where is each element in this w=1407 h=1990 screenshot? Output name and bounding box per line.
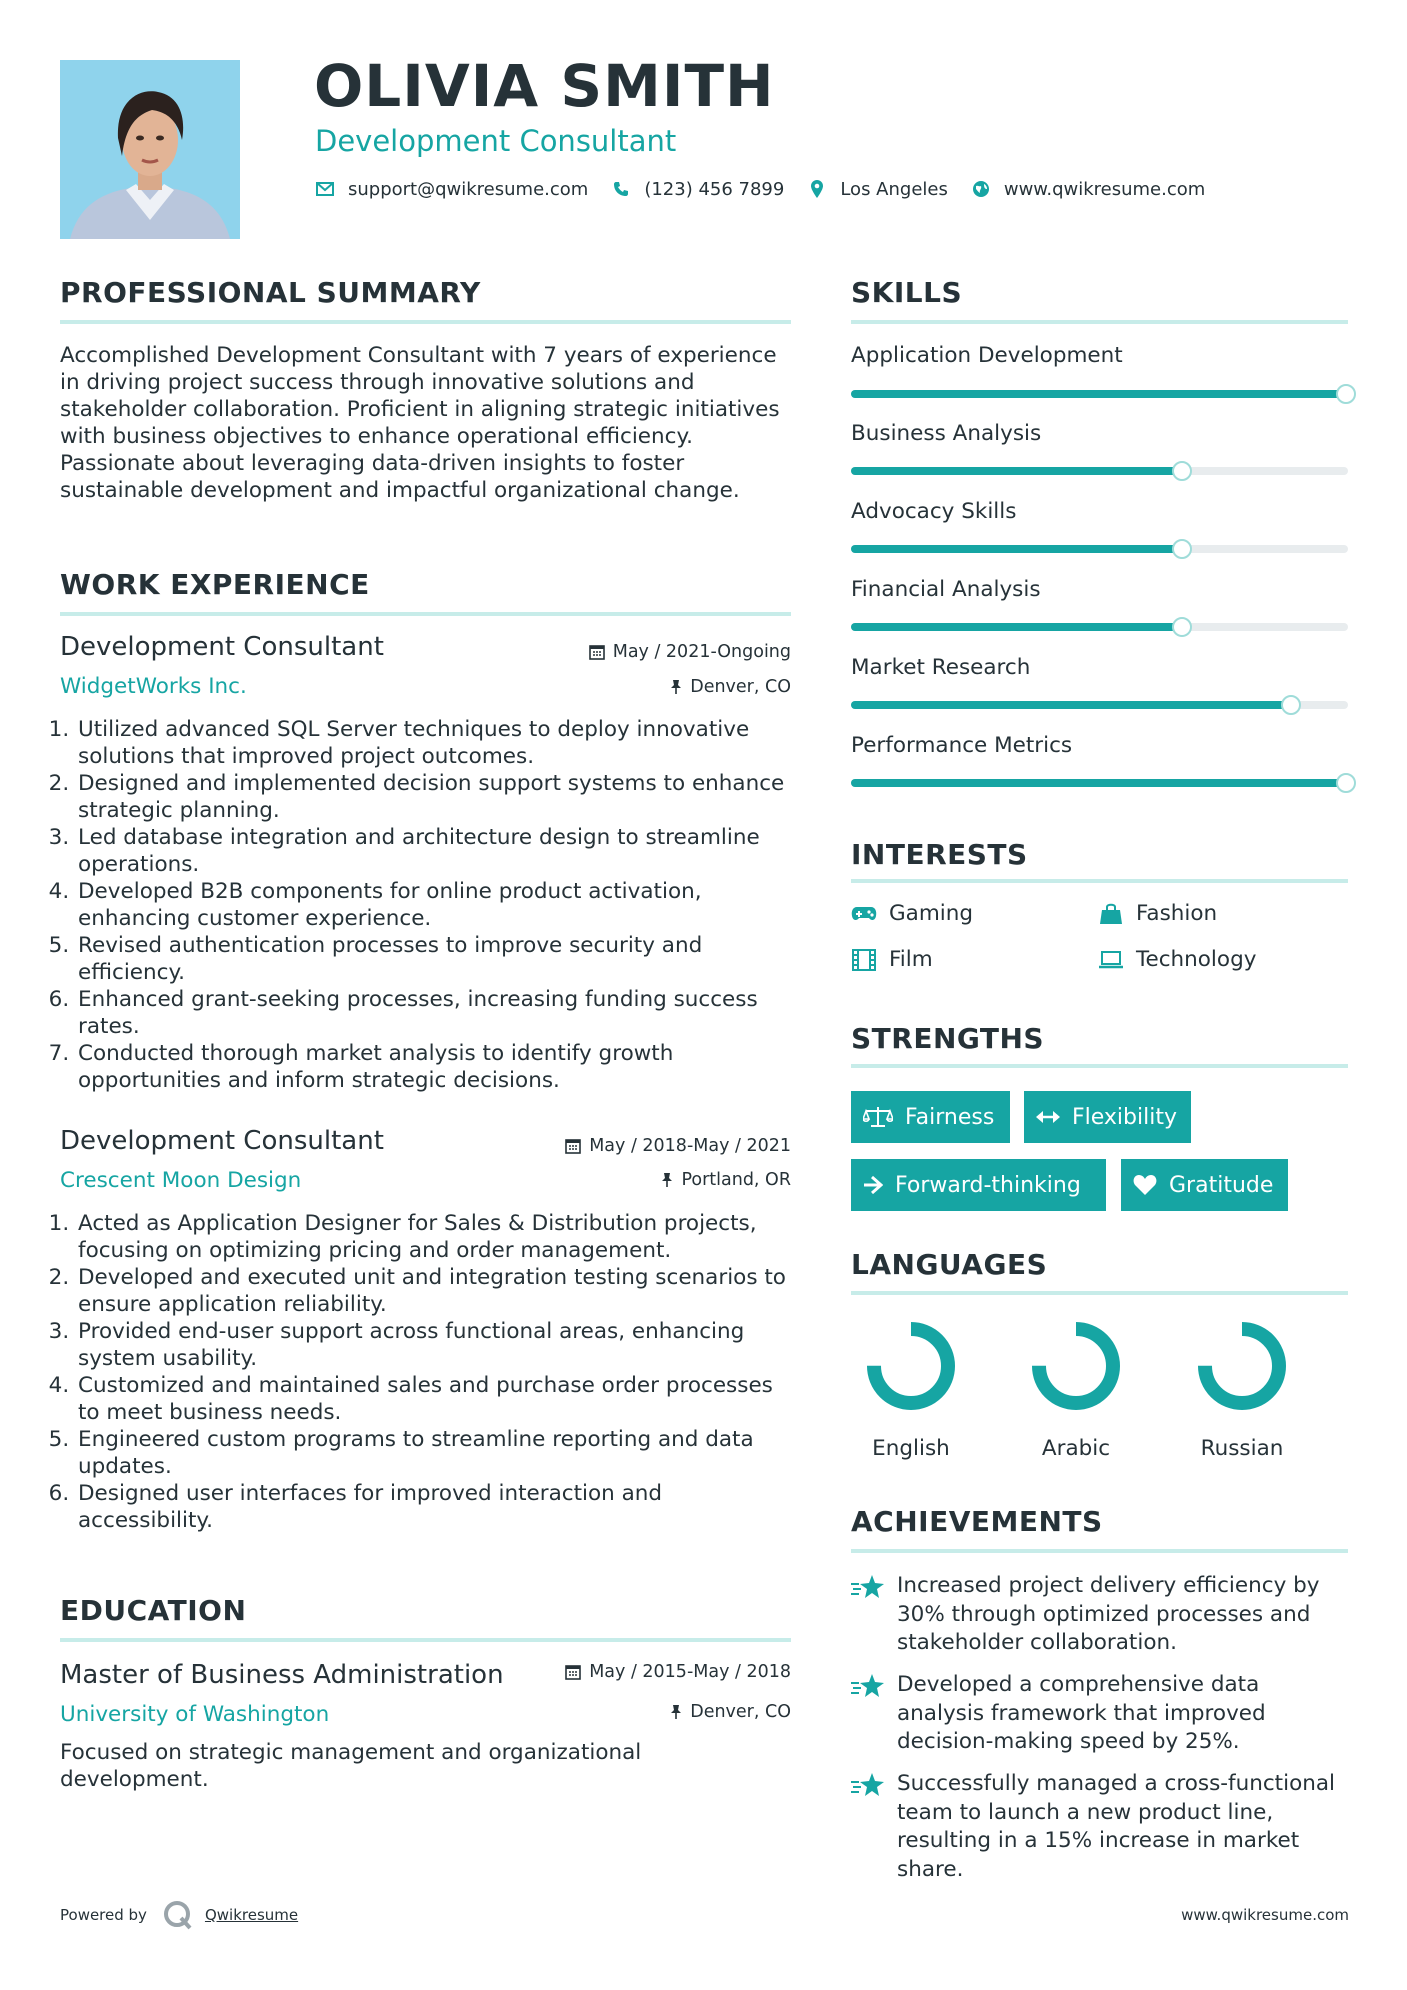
education-location	[670, 1702, 791, 1722]
list-item: 4. Developed B2B components for online product activation, enhancing customer experience.	[76, 878, 794, 932]
laptop-icon	[1098, 951, 1124, 969]
list-item: 2. Developed and executed unit and integration testing scenarios to ensure application reliability.	[76, 1264, 794, 1318]
shooting-star-icon	[851, 1770, 885, 1884]
job-location	[670, 677, 791, 697]
interest-item	[851, 901, 973, 926]
school-name: University of Washington	[60, 1702, 330, 1727]
strength-label: Gratitude	[1169, 1172, 1274, 1198]
skill-bar	[851, 701, 1348, 709]
language-gauge	[1194, 1318, 1290, 1414]
strength-chip	[1121, 1159, 1288, 1211]
interests-heading: INTERESTS	[851, 838, 1028, 871]
language-item	[1006, 1318, 1146, 1461]
strength-label: Flexibility	[1072, 1104, 1177, 1130]
calendar-icon	[565, 1138, 581, 1154]
interest-item	[1098, 947, 1256, 972]
interest-label: Fashion	[1136, 901, 1218, 926]
candidate-name: OLIVIA SMITH	[314, 52, 775, 120]
list-item: 2. Designed and implemented decision support systems to enhance strategic planning.	[76, 770, 794, 824]
strength-chip	[1024, 1091, 1191, 1143]
achievement-item	[851, 1671, 1348, 1757]
language-gauge	[1028, 1318, 1124, 1414]
language-label: Russian	[1200, 1436, 1284, 1461]
phone-text: (123) 456 7899	[644, 178, 785, 200]
skill-fill	[851, 545, 1184, 553]
achievements-rule	[851, 1549, 1348, 1553]
job-title: Development Consultant	[60, 632, 384, 662]
skill-bar	[851, 390, 1348, 398]
skill-knob	[1172, 539, 1192, 559]
interest-item	[851, 947, 933, 972]
footer-powered-by	[60, 1898, 298, 1932]
phone-icon	[610, 178, 632, 200]
pushpin-icon	[670, 1704, 682, 1720]
film-icon	[851, 949, 877, 971]
summary-rule	[60, 320, 791, 324]
contact-phone[interactable]	[610, 178, 784, 200]
map-pin-icon	[806, 178, 828, 200]
interest-item	[1098, 901, 1217, 926]
education-dates-text: May / 2015-May / 2018	[589, 1662, 791, 1682]
powered-by-text: Powered by	[60, 1906, 147, 1924]
contact-location	[806, 178, 948, 200]
achievement-text: Developed a comprehensive data analysis framework that improved decision-making speed by 25%.	[897, 1672, 1266, 1754]
skill-label: Market Research	[851, 655, 1031, 680]
achievement-text: Successfully managed a cross-functional team to launch a new product line, resulting in a 15% increase in market share.	[897, 1771, 1336, 1882]
strength-label: Fairness	[905, 1104, 995, 1130]
experience-rule	[60, 612, 791, 616]
pushpin-icon	[661, 1172, 673, 1188]
skill-label: Application Development	[851, 343, 1123, 368]
education-description: Focused on strategic management and organizational development.	[60, 1740, 642, 1792]
strengths-heading: STRENGTHS	[851, 1022, 1045, 1055]
interest-label: Film	[889, 947, 933, 972]
contact-bar	[314, 178, 1227, 200]
qwikresume-logo-icon	[161, 1898, 195, 1932]
language-gauge-arc	[874, 1329, 948, 1403]
skill-bar	[851, 467, 1348, 475]
balance-scale-icon	[863, 1106, 893, 1128]
job-location-text: Portland, OR	[681, 1170, 791, 1190]
skill-fill	[851, 467, 1184, 475]
skill-fill	[851, 623, 1184, 631]
language-label: Arabic	[1041, 1436, 1111, 1461]
job-title: Development Consultant	[60, 1126, 384, 1156]
skill-bar	[851, 623, 1348, 631]
footer-website[interactable]: www.qwikresume.com	[1181, 1906, 1349, 1924]
achievement-item	[851, 1770, 1348, 1884]
strengths-rule	[851, 1064, 1348, 1068]
list-item: 3. Provided end-user support across functional areas, enhancing system usability.	[76, 1318, 794, 1372]
skill-knob	[1281, 695, 1301, 715]
skill-knob	[1336, 384, 1356, 404]
language-item	[1172, 1318, 1312, 1461]
skill-fill	[851, 779, 1348, 787]
skill-fill	[851, 701, 1293, 709]
skill-label: Performance Metrics	[851, 733, 1073, 758]
summary-heading: PROFESSIONAL SUMMARY	[60, 276, 481, 309]
language-item	[841, 1318, 981, 1461]
calendar-icon	[589, 644, 605, 660]
skill-label: Financial Analysis	[851, 577, 1041, 602]
list-item: 5. Engineered custom programs to streamline reporting and data updates.	[76, 1426, 794, 1480]
gamepad-icon	[851, 906, 877, 922]
achievement-text: Increased project delivery efficiency by 30% through optimized processes and stakeholder collaboration.	[897, 1573, 1320, 1655]
job-dates	[565, 1136, 791, 1156]
location-text: Los Angeles	[840, 178, 948, 200]
education-heading: EDUCATION	[60, 1594, 247, 1627]
list-item: 1. Acted as Application Designer for Sales & Distribution projects, focusing on optimizing pricing and order management.	[76, 1210, 794, 1264]
language-label: English	[872, 1436, 950, 1461]
shooting-star-icon	[851, 1572, 885, 1658]
skill-label: Business Analysis	[851, 421, 1042, 446]
heart-icon	[1133, 1174, 1157, 1196]
contact-email[interactable]	[314, 178, 588, 200]
skill-knob	[1172, 617, 1192, 637]
job-bullets	[58, 716, 794, 1094]
skill-fill	[851, 390, 1348, 398]
list-item: 3. Led database integration and architecture design to streamline operations.	[76, 824, 794, 878]
list-item: 1. Utilized advanced SQL Server techniques to deploy innovative solutions that improved project outcomes.	[76, 716, 794, 770]
skill-bar	[851, 545, 1348, 553]
achievement-item	[851, 1572, 1348, 1658]
skills-heading: SKILLS	[851, 276, 963, 309]
email-text: support@qwikresume.com	[348, 178, 589, 200]
skill-bar	[851, 779, 1348, 787]
strength-label: Forward-thinking	[895, 1172, 1081, 1198]
profile-photo	[60, 60, 240, 239]
language-gauge-arc	[1205, 1329, 1279, 1403]
arrow-right-icon	[863, 1175, 883, 1195]
globe-icon	[970, 178, 992, 200]
candidate-role: Development Consultant	[315, 124, 677, 158]
achievements-heading: ACHIEVEMENTS	[851, 1505, 1103, 1538]
interest-label: Technology	[1136, 947, 1257, 972]
job-company: WidgetWorks Inc.	[60, 674, 247, 699]
shooting-star-icon	[851, 1671, 885, 1757]
portrait-image	[60, 60, 240, 239]
strength-chip	[851, 1091, 1010, 1143]
calendar-icon	[565, 1664, 581, 1680]
envelope-icon	[314, 178, 336, 200]
list-item: 5. Revised authentication processes to improve security and efficiency.	[76, 932, 794, 986]
education-location-text: Denver, CO	[690, 1702, 791, 1722]
skill-label: Advocacy Skills	[851, 499, 1017, 524]
list-item: 4. Customized and maintained sales and purchase order processes to meet business needs.	[76, 1372, 794, 1426]
skills-rule	[851, 320, 1348, 324]
arrows-horizontal-icon	[1036, 1110, 1060, 1124]
degree-title: Master of Business Administration	[60, 1660, 504, 1690]
skill-knob	[1336, 773, 1356, 793]
list-item: 6. Enhanced grant-seeking processes, increasing funding success rates.	[76, 986, 794, 1040]
education-dates	[565, 1662, 791, 1682]
education-rule	[60, 1638, 791, 1642]
job-company: Crescent Moon Design	[60, 1168, 302, 1193]
job-location	[661, 1170, 791, 1190]
interests-rule	[851, 879, 1348, 883]
contact-website[interactable]	[970, 178, 1205, 200]
shopping-bag-icon	[1098, 903, 1124, 925]
website-text: www.qwikresume.com	[1003, 178, 1206, 200]
interest-label: Gaming	[889, 901, 974, 926]
summary-text: Accomplished Development Consultant with 7 years of experience in driving project success through innovative solutions and stakeholder collaboration. Proficient in aligning strategic initiatives with business objectives to enhance operational efficiency. Passionate about leveraging data-driven insights to foster sustainable development and impactful organizational change.	[60, 343, 780, 503]
job-dates-text: May / 2021-Ongoing	[612, 642, 791, 662]
job-dates-text: May / 2018-May / 2021	[589, 1136, 791, 1156]
job-dates	[589, 642, 791, 662]
experience-heading: WORK EXPERIENCE	[60, 568, 370, 601]
language-gauge-arc	[1039, 1329, 1113, 1403]
strength-chip	[851, 1159, 1106, 1211]
pushpin-icon	[670, 679, 682, 695]
list-item: 6. Designed user interfaces for improved interaction and accessibility.	[76, 1480, 794, 1534]
brand-link[interactable]: Qwikresume	[204, 1906, 299, 1924]
languages-heading: LANGUAGES	[851, 1248, 1048, 1281]
list-item: 7. Conducted thorough market analysis to identify growth opportunities and inform strategic decisions.	[76, 1040, 794, 1094]
job-location-text: Denver, CO	[690, 677, 791, 697]
job-bullets	[58, 1210, 794, 1534]
languages-rule	[851, 1291, 1348, 1295]
language-gauge	[863, 1318, 959, 1414]
skill-knob	[1172, 461, 1192, 481]
